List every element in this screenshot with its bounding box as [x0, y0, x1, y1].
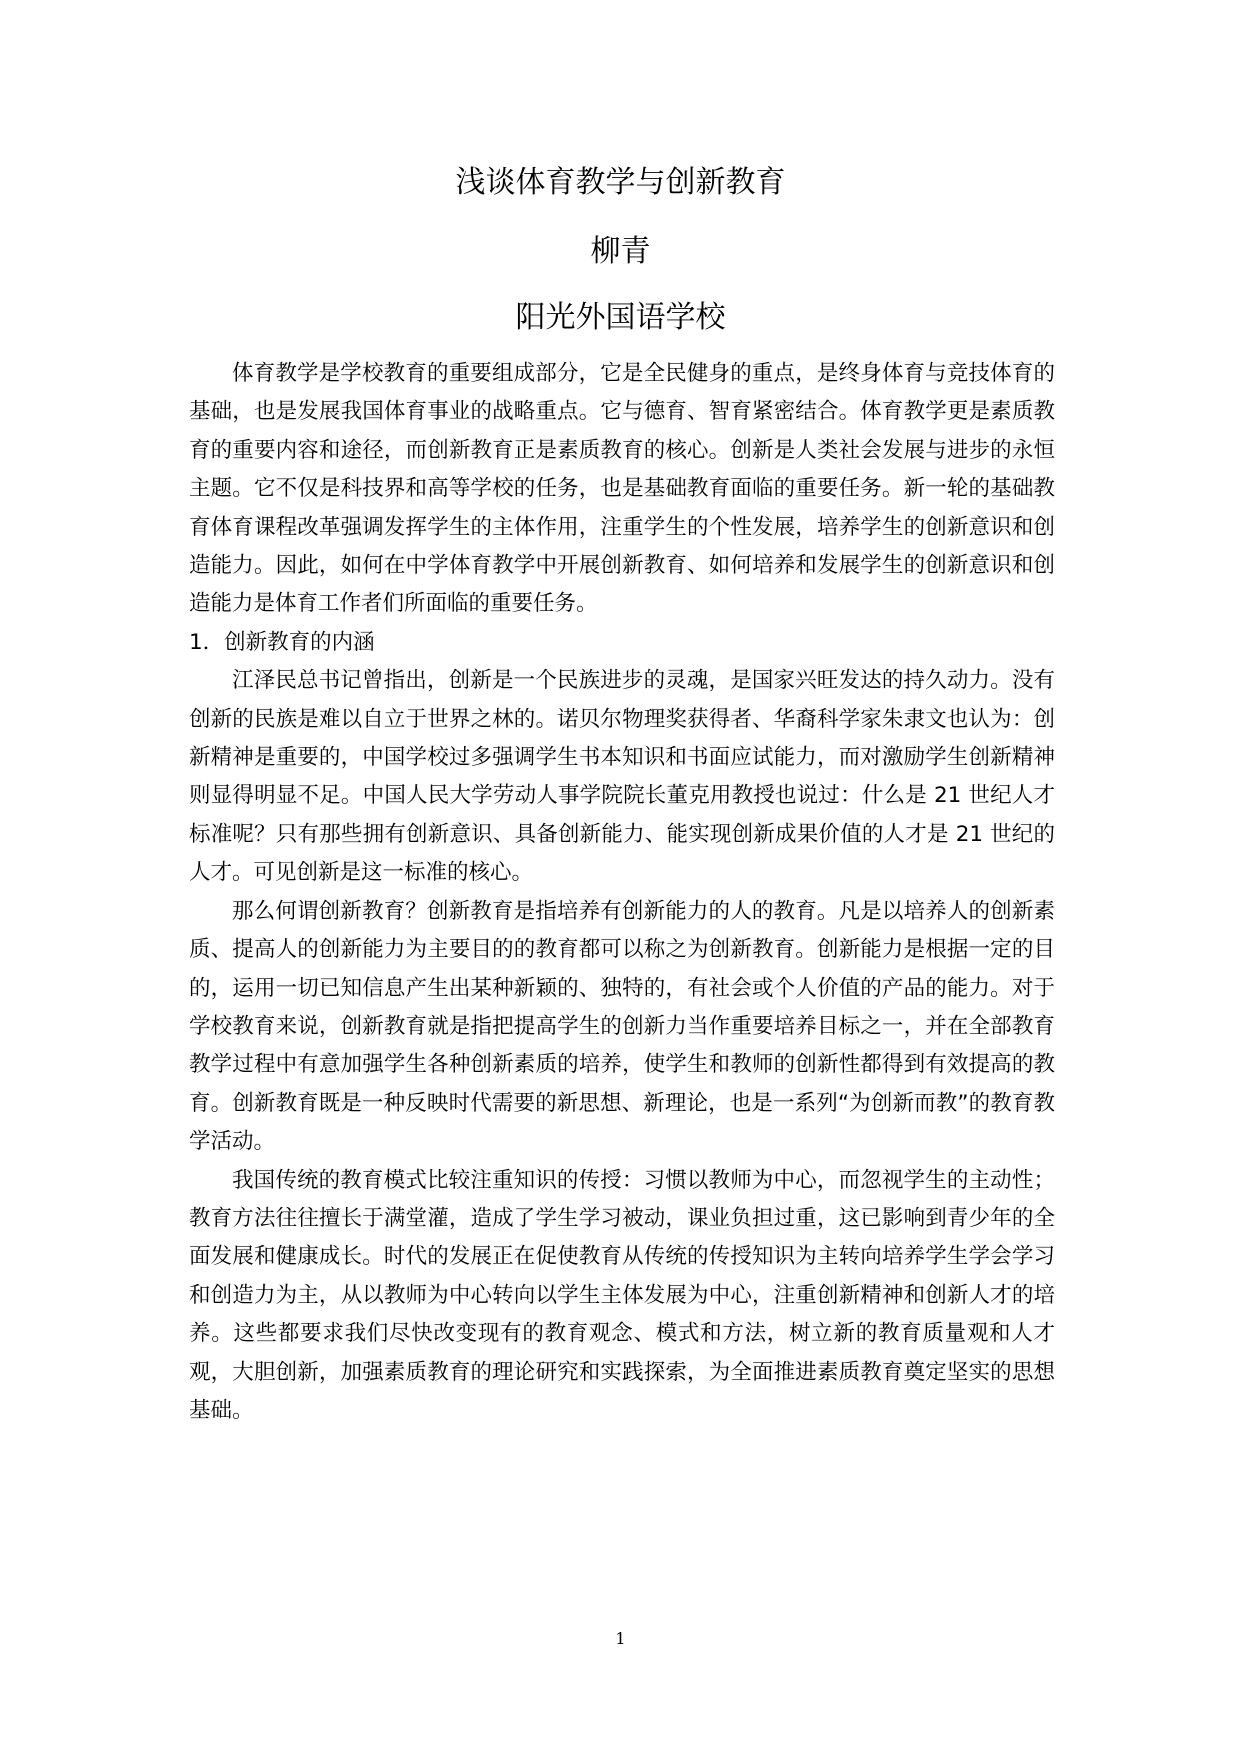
section-heading: 1．创新教育的内涵 — [189, 629, 375, 655]
document-body — [189, 355, 1055, 1430]
author-affiliation: 阳光外国语学校 — [515, 300, 726, 335]
paragraph: 我国传统的教育模式比较注重知识的传授：习惯以教师为中心，而忽视学生的主动性；教育方法往往擅长于满堂灌，造成了学生学习被动，课业负担过重，这已影响到青少年的全面发展和健康成长。时代的发展正在促使教育从传统的传授知识为主转向培养学生学会学习和创造力为主，从以教师为中心转向以学生主体发展为中心，注重创新精神和创新人才的培养。这些都要求我们尽快改变现有的教育观念、模式和方法，树立新的教育质量观和人才观，大胆创新，加强素质教育的理论研究和实践探索，为全面推进素质教育奠定坚实的思想基础。 — [189, 1167, 1055, 1423]
document-title: 浅谈体育教学与创新教育 — [455, 165, 786, 200]
paragraph: 那么何谓创新教育？创新教育是指培养有创新能力的人的教育。凡是以培养人的创新素质、提高人的创新能力为主要目的的教育都可以称之为创新教育。创新能力是根据一定的目的，运用一切已知信息产生出某种新颖的、独特的，有社会或个人价值的产品的能力。对于学校教育来说，创新教育就是指把提高学生的创新力当作重要培养目标之一，并在全部教育教学过程中有意加强学生各种创新素质的培养，使学生和教师的创新性都得到有效提高的教育。创新教育既是一种反映时代需要的新思想、新理论，也是一系列“为创新而教”的教育教学活动。 — [189, 898, 1055, 1155]
author-name: 柳青 — [590, 234, 651, 269]
paragraph-intro: 体育教学是学校教育的重要组成部分，它是全民健身的重点，是终身体育与竞技体育的基础，也是发展我国体育事业的战略重点。它与德育、智育紧密结合。体育教学更是素质教育的重要内容和途径，而创新教育正是素质教育的核心。创新是人类社会发展与进步的永恒主题。它不仅是科技界和高等学校的任务，也是基础教育面临的重要任务。新一轮的基础教育体育课程改革强调发挥学生的主体作用，注重学生的个性发展，培养学生的创新意识和创造能力。因此，如何在中学体育教学中开展创新教育、如何培养和发展学生的创新意识和创造能力是体育工作者们所面临的重要任务。 — [189, 361, 1055, 617]
page-number: 1 — [615, 1629, 626, 1648]
paragraph: 江泽民总书记曾指出，创新是一个民族进步的灵魂，是国家兴旺发达的持久动力。没有创新的民族是难以自立于世界之林的。诺贝尔物理奖获得者、华裔科学家朱隶文也认为：创新精神是重要的，中国学校过多强调学生书本知识和书面应试能力，而对激励学生创新精神则显得明显不足。中国人民大学劳动人事学院院长董克用教授也说过：什么是 21 世纪人才标准呢？只有那些拥有创新意识、具备创新能力、能实现创新成果价值的人才是 21 世纪的人才。可见创新是这一标准的核心。 — [189, 668, 1055, 886]
